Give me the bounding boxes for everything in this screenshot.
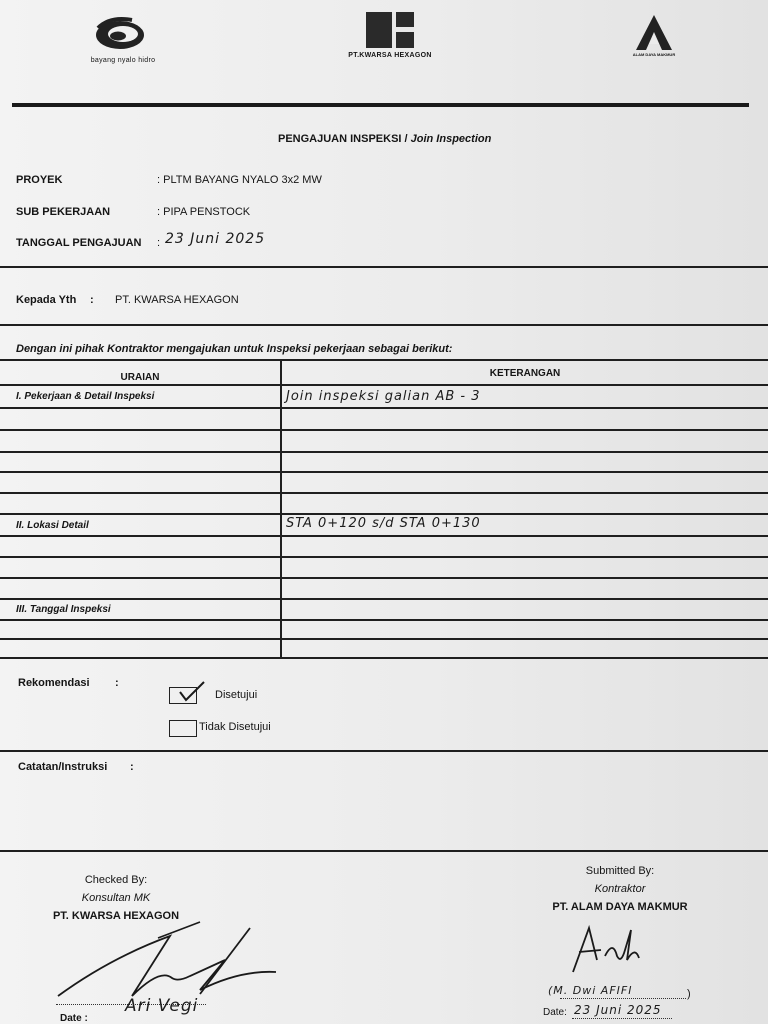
section-2-label: II. Lokasi Detail [16, 520, 89, 531]
table-row-line [0, 619, 768, 621]
table-row-line [0, 451, 768, 453]
table-row-line [0, 407, 768, 409]
left-name-handwritten: Ari Vegi [125, 996, 199, 1016]
checked-by-role: Konsultan MK [81, 892, 151, 904]
field-colon-tanggal: : [157, 237, 161, 249]
section-rule-1 [0, 266, 768, 268]
inspection-table [0, 359, 768, 659]
checked-by-company: PT. KWARSA HEXAGON [52, 910, 180, 922]
right-logo-text: ALAM DAYA MAKMUR [632, 52, 676, 57]
field-value-proyek: : PLTM BAYANG NYALO 3x2 MW [157, 174, 322, 186]
kepada-label: Kepada Yth [16, 294, 77, 306]
catatan-label: Catatan/Instruksi [18, 761, 108, 773]
kepada-value: PT. KWARSA HEXAGON [115, 294, 239, 306]
left-date-label: Date : [60, 1013, 88, 1024]
field-label-sub-pekerjaan: SUB PEKERJAAN [16, 206, 111, 218]
right-date-dots [572, 1018, 672, 1019]
section-1-handwritten: Join inspeksi galian AB - 3 [286, 389, 481, 404]
form-title-main: PENGAJUAN INSPEKSI / [278, 133, 411, 145]
right-signature-icon [565, 920, 665, 980]
submitted-by-title: Submitted By: [585, 865, 655, 877]
check-mark-icon [172, 678, 212, 704]
handwritten-tanggal-pengajuan: 23 Juni 2025 [165, 231, 266, 247]
right-name-handwritten: (M. Dwi AFIFI [548, 984, 633, 997]
header-rule [12, 103, 749, 107]
rejected-label: Tidak Disetujui [199, 721, 271, 733]
triangle-logo-icon [622, 12, 686, 52]
field-value-sub-pekerjaan: : PIPA PENSTOCK [157, 206, 251, 218]
right-name-dots [560, 998, 686, 999]
table-top-rule [0, 359, 768, 361]
checked-by-title: Checked By: [84, 874, 148, 886]
table-row-line [0, 577, 768, 579]
bayang-nyalo-logo [60, 14, 180, 70]
section-rule-2 [0, 324, 768, 326]
table-row-line [0, 556, 768, 558]
col-header-keterangan: KETERANGAN [489, 368, 561, 379]
kwarsa-hexagon-logo [330, 10, 450, 64]
form-title [278, 133, 491, 145]
intro-text: Dengan ini pihak Kontraktor mengajukan untuk Inspeksi pekerjaan sebagai berikut: [16, 343, 453, 355]
right-date-label: Date: [543, 1007, 567, 1018]
catatan-colon: : [130, 761, 134, 773]
table-row-line [0, 638, 768, 640]
section-rule-4 [0, 850, 768, 852]
right-name-close: ) [687, 988, 691, 1000]
field-label-tanggal-pengajuan: TANGGAL PENGAJUAN [16, 237, 142, 249]
section-2-handwritten: STA 0+120 s/d STA 0+130 [286, 516, 481, 531]
left-logo-text: bayang nyalo hidro [90, 57, 156, 64]
submitted-by-role: Kontraktor [594, 883, 646, 895]
table-row-line [0, 598, 768, 600]
col-header-uraian: URAIAN [120, 372, 160, 383]
rejected-checkbox[interactable] [169, 720, 197, 737]
left-signature-icon [50, 918, 290, 1008]
table-row-line [0, 492, 768, 494]
table-row-line [0, 535, 768, 537]
swirl-logo-icon [60, 14, 180, 54]
approved-label: Disetujui [215, 689, 258, 701]
kepada-colon: : [90, 294, 94, 306]
field-label-proyek: PROYEK [16, 174, 63, 186]
section-1-label: I. Pekerjaan & Detail Inspeksi [16, 391, 155, 402]
kwarsa-logo-icon [366, 12, 414, 48]
table-divider [280, 359, 282, 659]
table-row-line [0, 471, 768, 473]
section-3-label: III. Tanggal Inspeksi [16, 604, 111, 615]
center-logo-text: PT.KWARSA HEXAGON [348, 52, 432, 59]
right-date-handwritten: 23 Juni 2025 [574, 1003, 662, 1017]
submitted-by-company: PT. ALAM DAYA MAKMUR [552, 901, 688, 913]
table-row-line [0, 384, 768, 386]
rekomendasi-colon: : [115, 677, 119, 689]
rekomendasi-label: Rekomendasi [18, 677, 90, 689]
table-row-line [0, 429, 768, 431]
form-title-italic: Join Inspection [410, 133, 492, 145]
section-rule-3 [0, 750, 768, 752]
approved-checkbox[interactable] [169, 687, 197, 704]
alam-daya-logo [622, 12, 686, 60]
table-bottom-rule [0, 657, 768, 659]
table-row-line [0, 513, 768, 515]
